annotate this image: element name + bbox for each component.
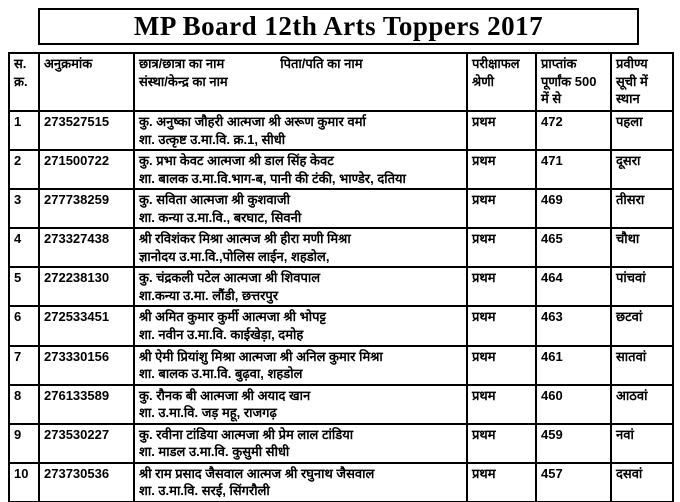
student-and-father-name: श्री राम प्रसाद जैसवाल आत्मज श्री रघुनाथ जैसवाल: [139, 465, 375, 481]
student-and-father-name: कु. रौनक बी आत्मजा श्री अयाद खान: [139, 387, 311, 403]
cell-roll-number: 277738259: [39, 189, 134, 228]
cell-serial-number: 9: [9, 424, 39, 463]
cell-name: [134, 111, 467, 150]
cell-merit-rank: सातवां: [611, 346, 673, 385]
cell-serial-number: 2: [9, 150, 39, 189]
toppers-table: [8, 52, 674, 502]
header-name-column: [134, 53, 467, 111]
cell-merit-rank: तीसरा: [611, 189, 673, 228]
title-box: [38, 8, 639, 45]
institution-name: शा. उत्कृष्ट उ.मा.वि. क्र.1, सीधी: [139, 131, 286, 147]
cell-serial-number: 4: [9, 228, 39, 267]
header-roll-number: अनुक्रमांक: [39, 53, 134, 111]
table-row: [9, 346, 673, 385]
cell-result-category: प्रथम: [467, 306, 536, 345]
cell-roll-number: 273330156: [39, 346, 134, 385]
cell-marks: 460: [536, 385, 611, 424]
cell-merit-rank: दसवां: [611, 463, 673, 502]
cell-marks: 471: [536, 150, 611, 189]
student-and-father-name: कु. प्रभा केवट आत्मजा श्री डाल सिंह केवट: [139, 153, 334, 169]
cell-name: [134, 385, 467, 424]
cell-result-category: प्रथम: [467, 385, 536, 424]
student-and-father-name: श्री ऐमी प्रियांशु मिश्रा आत्मजा श्री अनिल कुमार मिश्रा: [139, 348, 383, 364]
cell-roll-number: 271500722: [39, 150, 134, 189]
student-and-father-name: कु. अनुष्का जौहरी आत्मजा श्री अरूण कुमार वर्मा: [139, 114, 366, 129]
cell-name: [134, 267, 467, 306]
header-serial-number: स. क्र.: [9, 53, 39, 111]
cell-roll-number: 273527515: [39, 111, 134, 150]
institution-name: शा. उ.मा.वि. जड़ महू, राजगढ़: [139, 405, 277, 421]
header-name-line1: [139, 55, 462, 73]
student-and-father-name: कु. सविता आत्मजा श्री कुशवाजी: [139, 192, 290, 208]
cell-result-category: प्रथम: [467, 111, 536, 150]
cell-serial-number: 5: [9, 267, 39, 306]
cell-roll-number: 272238130: [39, 267, 134, 306]
table-row: [9, 385, 673, 424]
student-and-father-name: कु. चंद्रकली पटेल आत्मजा श्री शिवपाल: [139, 270, 321, 286]
table-row: [9, 306, 673, 345]
cell-marks: 459: [536, 424, 611, 463]
table-row: [9, 150, 673, 189]
cell-serial-number: 10: [9, 463, 39, 502]
cell-serial-number: 7: [9, 346, 39, 385]
cell-result-category: प्रथम: [467, 424, 536, 463]
cell-marks: 465: [536, 228, 611, 267]
cell-name: [134, 189, 467, 228]
table-row: [9, 228, 673, 267]
cell-serial-number: 3: [9, 189, 39, 228]
cell-merit-rank: पांचवां: [611, 267, 673, 306]
cell-roll-number: 276133589: [39, 385, 134, 424]
cell-result-category: प्रथम: [467, 150, 536, 189]
cell-name: [134, 150, 467, 189]
cell-name: [134, 228, 467, 267]
institution-name: शा. माडल उ.मा.वि. कुसुमी सीधी: [139, 444, 290, 460]
table-row: [9, 189, 673, 228]
cell-merit-rank: पहला: [611, 111, 673, 150]
cell-merit-rank: चौथा: [611, 228, 673, 267]
cell-result-category: प्रथम: [467, 346, 536, 385]
cell-roll-number: 273327438: [39, 228, 134, 267]
institution-name: ज्ञानोदय उ.मा.वि.,पोलिस लाईन, शहडोल,: [139, 248, 330, 264]
header-institution-name: संस्था/केन्द्र का नाम: [139, 73, 228, 89]
cell-serial-number: 1: [9, 111, 39, 150]
student-and-father-name: कु. रवीना टांडिया आत्मजा श्री प्रेम लाल टांडिया: [139, 426, 354, 442]
cell-result-category: प्रथम: [467, 463, 536, 502]
institution-name: शा. बालक उ.मा.वि.भाग-ब, पानी की टंकी, भाण्डेर, दतिया: [139, 170, 406, 186]
cell-result-category: प्रथम: [467, 228, 536, 267]
header-result-category: परीक्षाफल श्रेणी: [467, 53, 536, 111]
cell-marks: 472: [536, 111, 611, 150]
cell-marks: 457: [536, 463, 611, 502]
cell-serial-number: 6: [9, 306, 39, 345]
cell-serial-number: 8: [9, 385, 39, 424]
cell-result-category: प्रथम: [467, 189, 536, 228]
cell-merit-rank: छटवां: [611, 306, 673, 345]
institution-name: शा. उ.मा.वि. सरई, सिंगरौली: [139, 483, 270, 499]
table-row: [9, 267, 673, 306]
cell-merit-rank: दूसरा: [611, 150, 673, 189]
cell-marks: 464: [536, 267, 611, 306]
header-row: [9, 53, 673, 111]
cell-marks: 463: [536, 306, 611, 345]
header-father-name: पिता/पति का नाम: [280, 56, 363, 71]
cell-roll-number: 273730536: [39, 463, 134, 502]
page-title: MP Board 12th Arts Toppers 2017: [133, 11, 544, 41]
table-row: [9, 111, 673, 150]
student-and-father-name: श्री रविशंकर मिश्रा आत्मज श्री हीरा मणी मिश्रा: [139, 231, 351, 247]
toppers-table-body: [9, 111, 673, 502]
cell-marks: 469: [536, 189, 611, 228]
cell-result-category: प्रथम: [467, 267, 536, 306]
table-row: [9, 424, 673, 463]
institution-name: शा. नवीन उ.मा.वि. काईखेड़ा, दमोह: [139, 327, 304, 343]
cell-merit-rank: आठवां: [611, 385, 673, 424]
institution-name: शा.कन्या उ.मा. लौंडी, छत्तरपुर: [139, 287, 279, 303]
cell-roll-number: 272533451: [39, 306, 134, 345]
cell-marks: 461: [536, 346, 611, 385]
cell-merit-rank: नवां: [611, 424, 673, 463]
table-row: [9, 463, 673, 502]
student-and-father-name: श्री अमित कुमार कुर्मी आत्मजा श्री भोपट्ट: [139, 309, 326, 325]
institution-name: शा. कन्या उ.मा.वि., बरघाट, सिवनी: [139, 209, 302, 225]
cell-name: [134, 346, 467, 385]
cell-name: [134, 424, 467, 463]
header-student-name: छात्र/छात्रा का नाम: [139, 56, 225, 71]
cell-name: [134, 463, 467, 502]
header-marks-out-of-500: प्राप्तांक पूर्णांक 500 में से: [536, 53, 611, 111]
header-merit-rank: प्रवीण्य सूची में स्थान: [611, 53, 673, 111]
institution-name: शा. बालक उ.मा.वि. बुढ़वा, शहडोल: [139, 366, 303, 382]
cell-name: [134, 306, 467, 345]
cell-roll-number: 273530227: [39, 424, 134, 463]
